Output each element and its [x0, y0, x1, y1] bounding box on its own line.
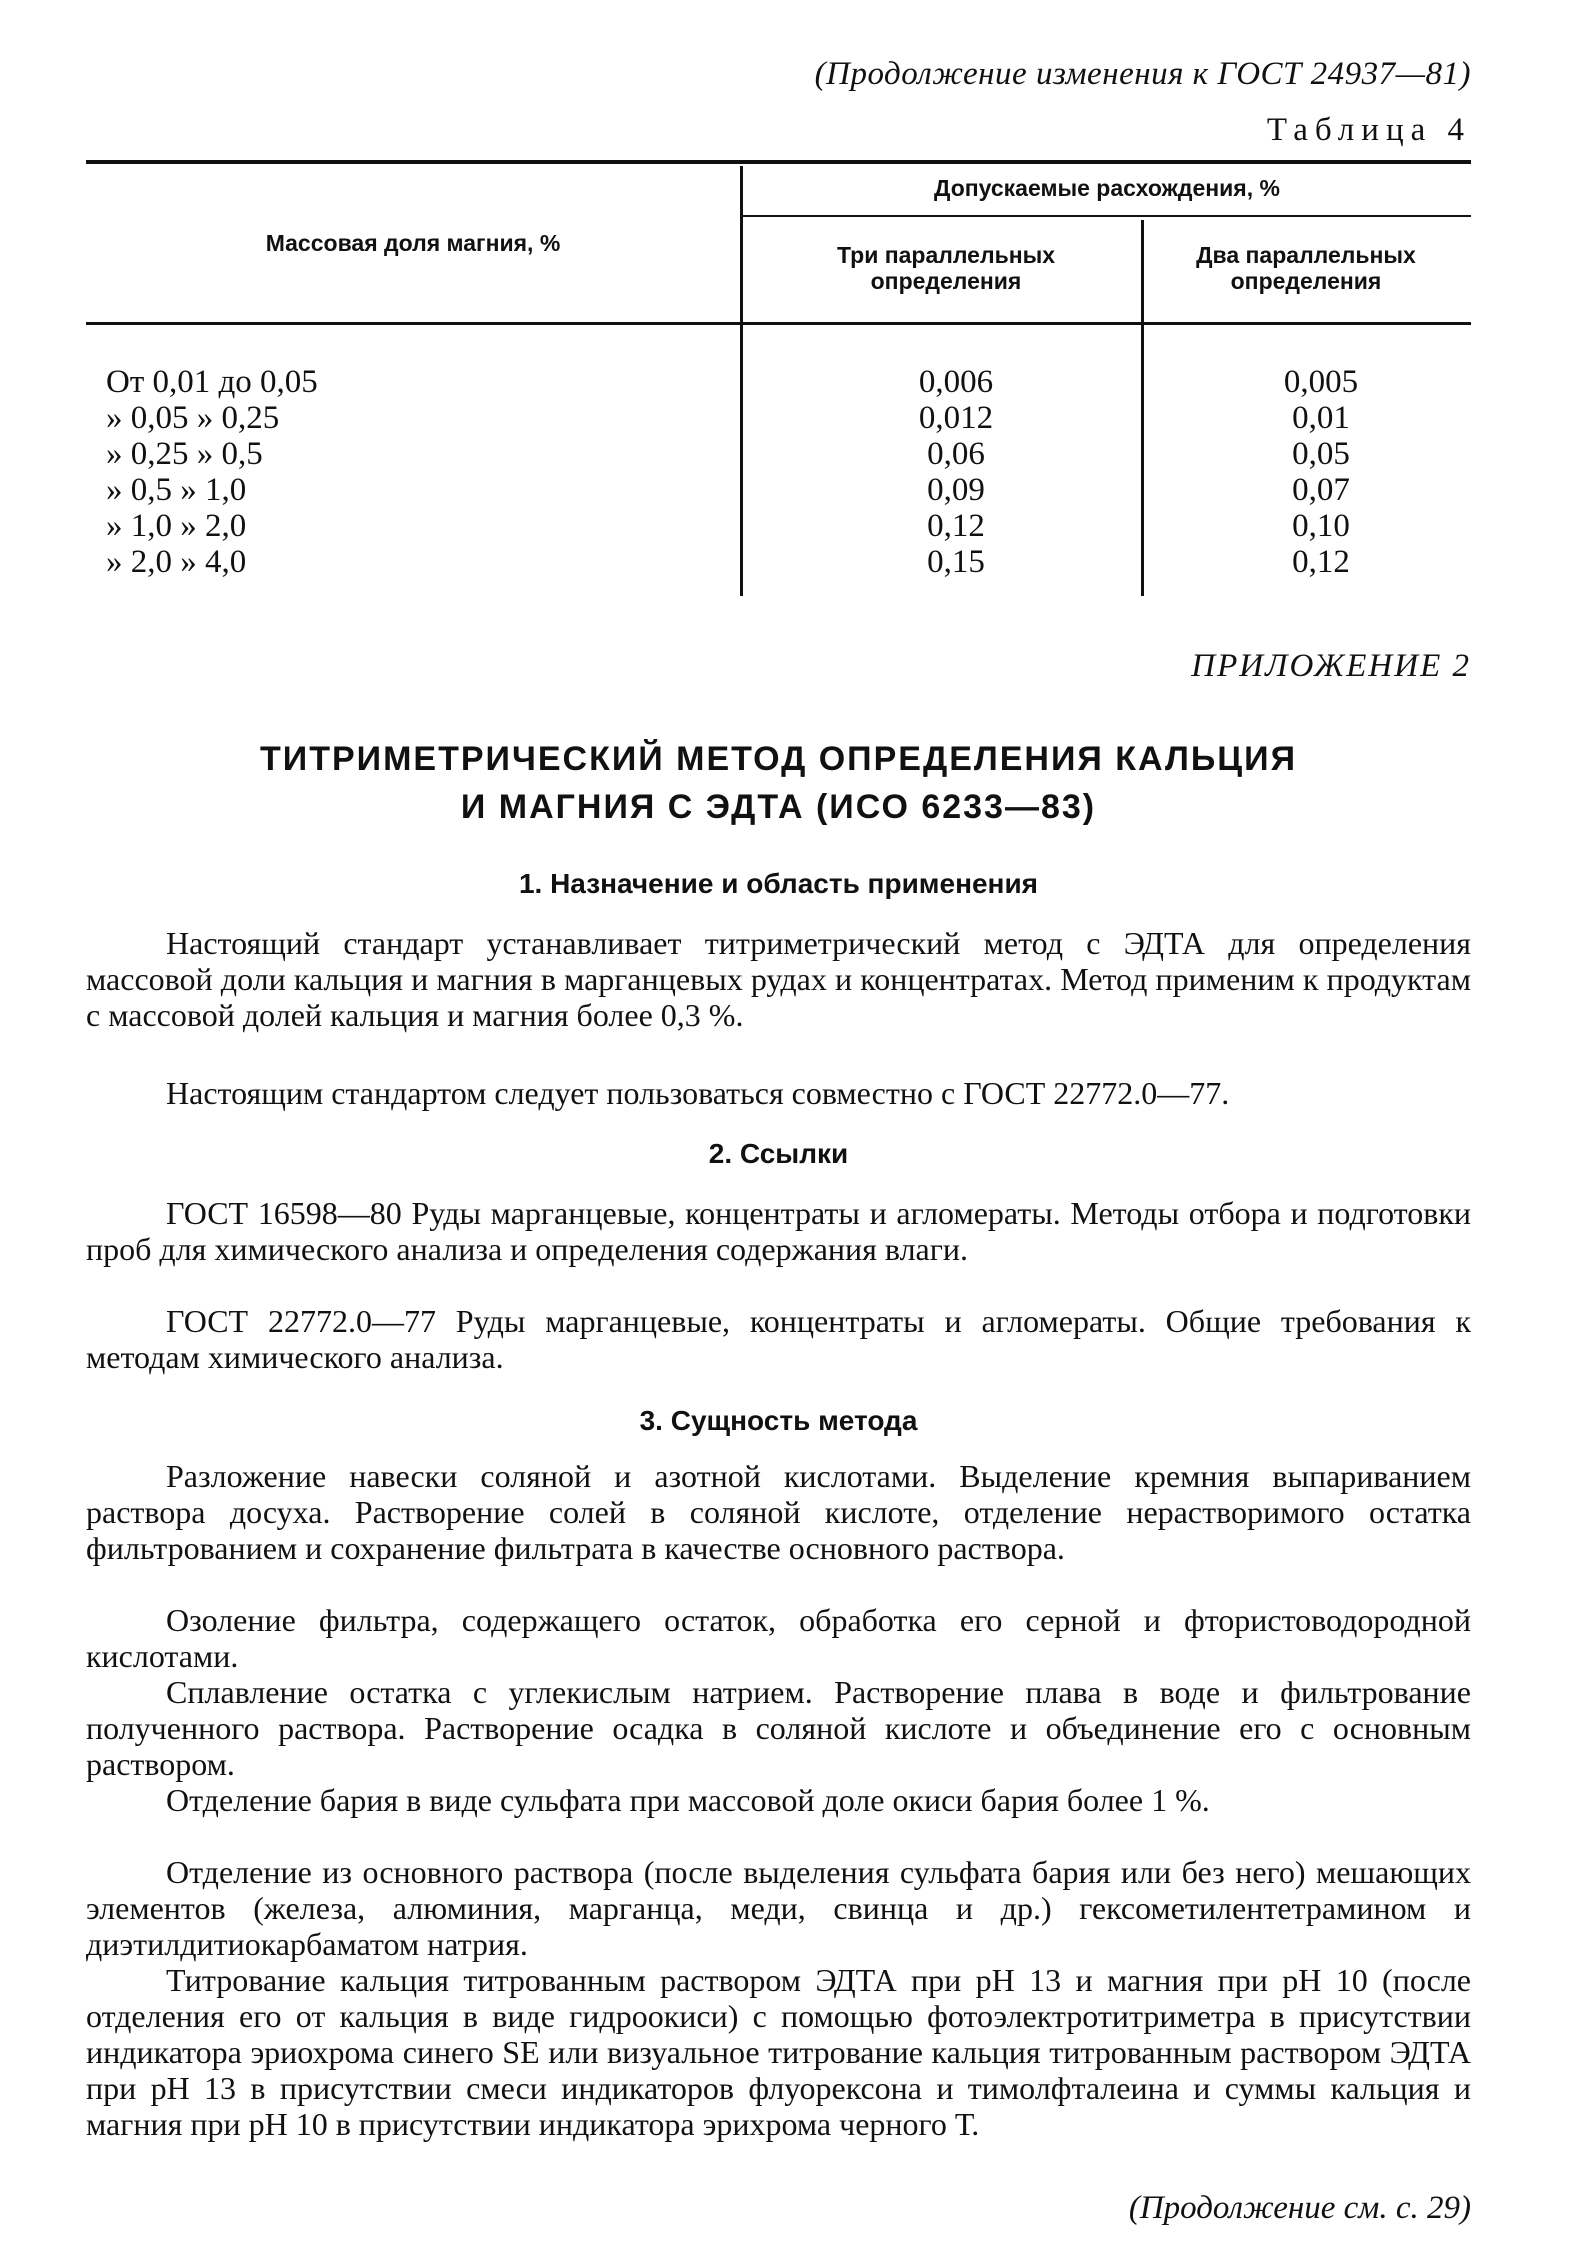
table-header-rule	[86, 322, 1471, 325]
appendix-label: ПРИЛОЖЕНИЕ 2	[1191, 648, 1471, 684]
section-1-paragraph-1: Настоящий стандарт устанавливает титриметрический метод с ЭДТА для определения массовой доли кальция и магния в марганцевых рудах и концентратах. Метод применим к продуктам с массовой долей кальция и магния более 0,3 %.	[86, 925, 1471, 1033]
continuation-footer: (Продолжение см. с. 29)	[1128, 2190, 1471, 2226]
cell-two: 0,01	[1292, 400, 1350, 436]
section-2-paragraph-2: ГОСТ 22772.0—77 Руды марганцевые, концентраты и агломераты. Общие требования к методам химического анализа.	[86, 1303, 1471, 1375]
cell-two: 0,12	[1292, 544, 1350, 580]
cell-three: 0,006	[918, 364, 994, 400]
section-3-paragraph-4: Отделение бария в виде сульфата при массовой доле окиси бария более 1 %.	[166, 1782, 1210, 1818]
cell-range: » 2,0 » 4,0	[106, 544, 247, 580]
section-3-paragraph-3: Сплавление остатка с углекислым натрием. Растворение плава в воде и фильтрование полученного раствора. Растворение осадка в соляной кислоте и объединение его с основным раствором.	[86, 1674, 1471, 1782]
cell-range: » 0,25 » 0,5	[106, 436, 263, 472]
continuation-header: (Продолжение изменения к ГОСТ 24937—81)	[814, 56, 1471, 92]
table-vrule-1	[740, 166, 743, 596]
table-group-rule	[742, 215, 1471, 217]
cell-range: » 0,5 » 1,0	[106, 472, 247, 508]
section-3-paragraph-1: Разложение навески соляной и азотной кислотами. Выделение кремния выпариванием раствора досуха. Растворение солей в соляной кислоте, отделение нерастворимого остатка фильтрованием и сохранение фильтрата в качестве основного раствора.	[86, 1458, 1471, 1566]
tolerance-table	[86, 160, 1471, 600]
cell-two: 0,10	[1292, 508, 1350, 544]
table-top-rule	[86, 160, 1471, 164]
cell-range: От 0,01 до 0,05	[106, 364, 318, 400]
cell-two: 0,07	[1292, 472, 1350, 508]
section-1-paragraph-2: Настоящим стандартом следует пользоваться совместно с ГОСТ 22772.0—77.	[166, 1075, 1230, 1111]
section-3-heading: 3. Сущность метода	[639, 1405, 918, 1436]
cell-three: 0,09	[927, 472, 985, 508]
section-3-paragraph-2: Озоление фильтра, содержащего остаток, обработка его серной и фтористоводородной кислотами.	[86, 1602, 1471, 1674]
col-group-header: Допускаемые расхождения, %	[934, 175, 1280, 201]
cell-three: 0,15	[927, 544, 985, 580]
document-title	[86, 735, 1471, 831]
cell-three: 0,12	[927, 508, 985, 544]
section-2-heading: 2. Ссылки	[708, 1138, 849, 1169]
cell-three: 0,012	[918, 400, 994, 436]
table-vrule-2	[1141, 220, 1144, 596]
cell-two: 0,05	[1292, 436, 1350, 472]
col-header-three-determinations: Три параллельных определения	[836, 242, 1056, 294]
col-header-two-determinations: Два параллельных определения	[1196, 242, 1416, 294]
section-2-paragraph-1: ГОСТ 16598—80 Руды марганцевые, концентраты и агломераты. Методы отбора и подготовки проб для химического анализа и определения содержания влаги.	[86, 1195, 1471, 1267]
table-caption: Таблица 4	[1266, 112, 1471, 148]
cell-two: 0,005	[1283, 364, 1359, 400]
title-line-2: И МАГНИЯ С ЭДТА (ИСО 6233—83)	[460, 788, 1097, 826]
cell-range: » 0,05 » 0,25	[106, 400, 280, 436]
col-header-mass-fraction: Массовая доля магния, %	[265, 230, 561, 256]
section-3-paragraph-5: Отделение из основного раствора (после выделения сульфата бария или без него) мешающих элементов (железа, алюминия, марганца, меди, свинца и др.) гексометилентетрамином и диэтилдитиокарбаматом натрия.	[86, 1854, 1471, 1962]
title-line-1: ТИТРИМЕТРИЧЕСКИЙ МЕТОД ОПРЕДЕЛЕНИЯ КАЛЬЦИЯ	[259, 740, 1298, 778]
section-1-heading: 1. Назначение и область применения	[518, 868, 1039, 899]
section-3-paragraph-6: Титрование кальция титрованным раствором ЭДТА при pH 13 и магния при pH 10 (после отделения его от кальция в виде гидроокиси) с помощью фотоэлектротитриметра в присутствии индикатора эриохрома синего SE или визуальное титрование кальция титрованным раствором ЭДТА при pH 13 в присутствии смеси индикаторов флуорексона и тимолфталеина и суммы кальция и магния при pH 10 в присутствии индикатора эрихрома черного Т.	[86, 1962, 1471, 2142]
cell-range: » 1,0 » 2,0	[106, 508, 247, 544]
cell-three: 0,06	[927, 436, 985, 472]
